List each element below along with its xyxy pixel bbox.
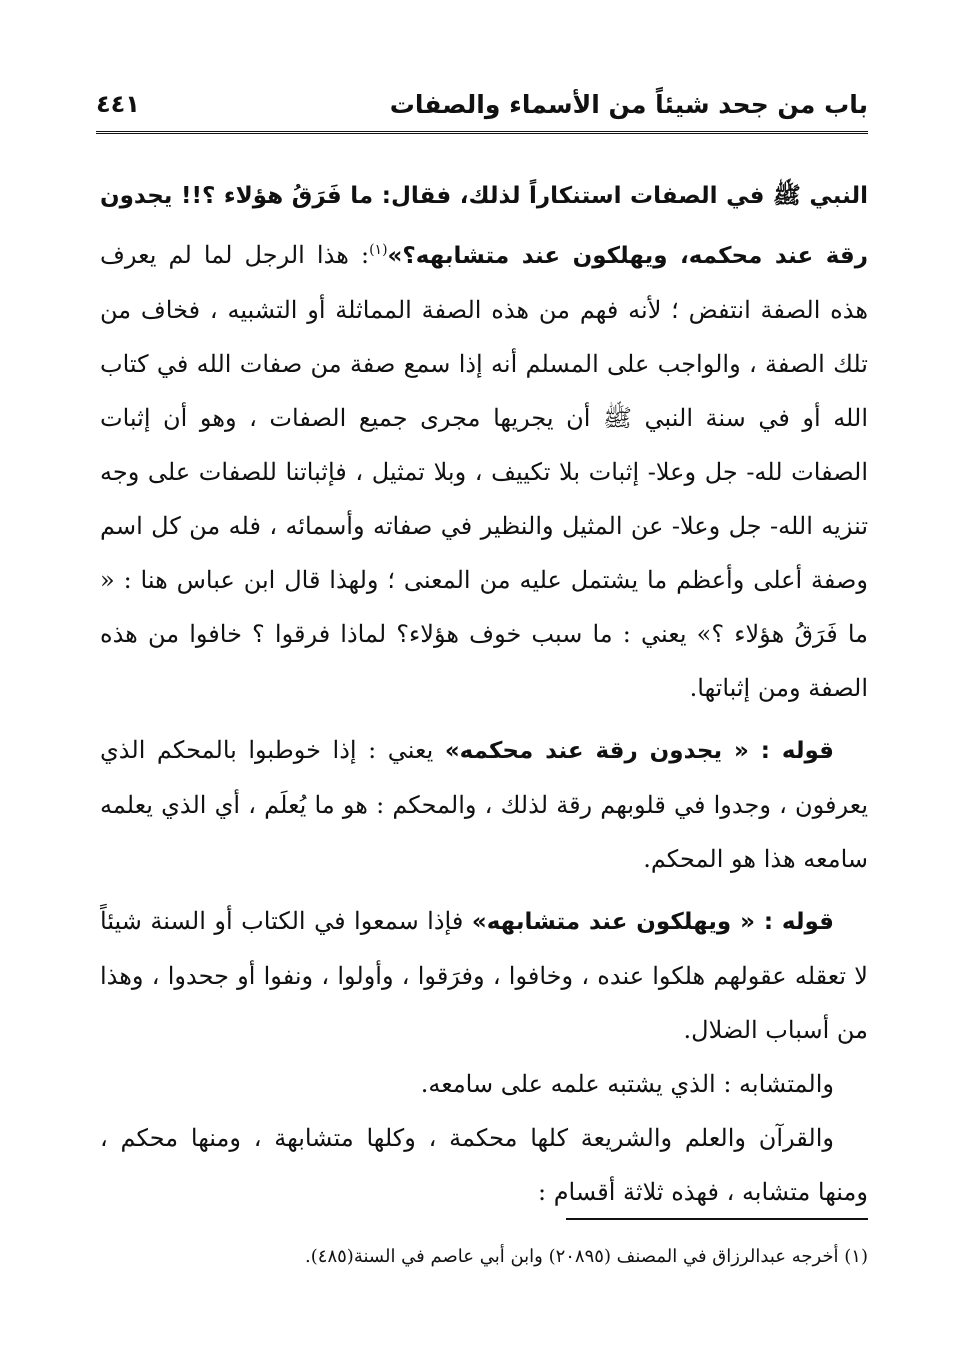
paragraph-2-lead: قوله : « يجدون رقة عند محكمه» xyxy=(444,738,834,764)
paragraph-1 xyxy=(100,168,868,715)
hadith-quote: النبي ﷺ في الصفات استنكاراً لذلك، فقال: ما فَرَقُ هؤلاء ؟!! يجدون رقة عند محكمه، ويهلكون عند متشابهه؟» xyxy=(100,183,868,269)
header-divider xyxy=(96,131,868,134)
paragraph-5: والقرآن والعلم والشريعة كلها محكمة ، وكلها متشابهة ، ومنها محكم ، ومنها متشابه ، فهذه ثلاثة أقسام : xyxy=(100,1124,868,1206)
paragraph-3 xyxy=(100,894,868,1057)
footnote-divider xyxy=(566,1218,868,1220)
page-number: ٤٤١ xyxy=(96,90,140,118)
paragraph-1-text: : هذا الرجل لما لم يعرف هذه الصفة انتفض ؛ لأنه فهم من هذه الصفة المماثلة أو التشبيه ، فخاف من تلك الصفة ، والواجب على المسلم أنه إذا سمع صفة من صفات الله في كتاب الله أو في سنة النبي ﷺ أن يجريها مجرى جميع الصفات ، وهو أن إثبات الصفات لله- جل وعلا- إثبات بلا تكييف ، وبلا تمثيل ، فإثباتنا للصفات على وجه تنزيه الله- جل وعلا- عن المثيل والنظير في صفاته وأسمائه ، فله من كل اسم وصفة أعلى وأعظم ما يشتمل عليه من المعنى ؛ ولهذا قال ابن عباس هنا : « ما فَرَقُ هؤلاء ؟» يعني : ما سبب خوف هؤلاء؟ لماذا فرقوا ؟ خافوا من هذه الصفة ومن إثباتها. xyxy=(100,241,868,702)
paragraph-3-lead: قوله : « ويهلكون عند متشابهه» xyxy=(471,909,834,935)
paragraph-2 xyxy=(100,723,868,886)
footnote: (١) أخرجه عبدالرزاق في المصنف (٢٠٨٩٥) وابن أبي عاصم في السنة(٤٨٥). xyxy=(305,1246,868,1267)
paragraph-2-text: يعني : إذا خوطبوا بالمحكم الذي يعرفون ، وجدوا في قلوبهم رقة لذلك ، والمحكم : هو ما يُعلَم ، أي الذي يعلمه سامعه هذا هو المحكم. xyxy=(100,736,868,873)
chapter-title: باب من جحد شيئاً من الأسماء والصفات xyxy=(389,89,868,119)
paragraph-3-text: فإذا سمعوا في الكتاب أو السنة شيئاً لا تعقله عقولهم هلكوا عنده ، وخافوا ، وفرَقوا ، وأولوا ، ونفوا أو جحدوا ، وهذا من أسباب الضلال. xyxy=(100,907,868,1044)
page-header xyxy=(96,84,868,124)
main-text xyxy=(100,168,868,1219)
footnote-reference: (١) xyxy=(369,242,388,258)
paragraph-4: والمتشابه : الذي يشتبه علمه على سامعه. xyxy=(420,1070,834,1098)
